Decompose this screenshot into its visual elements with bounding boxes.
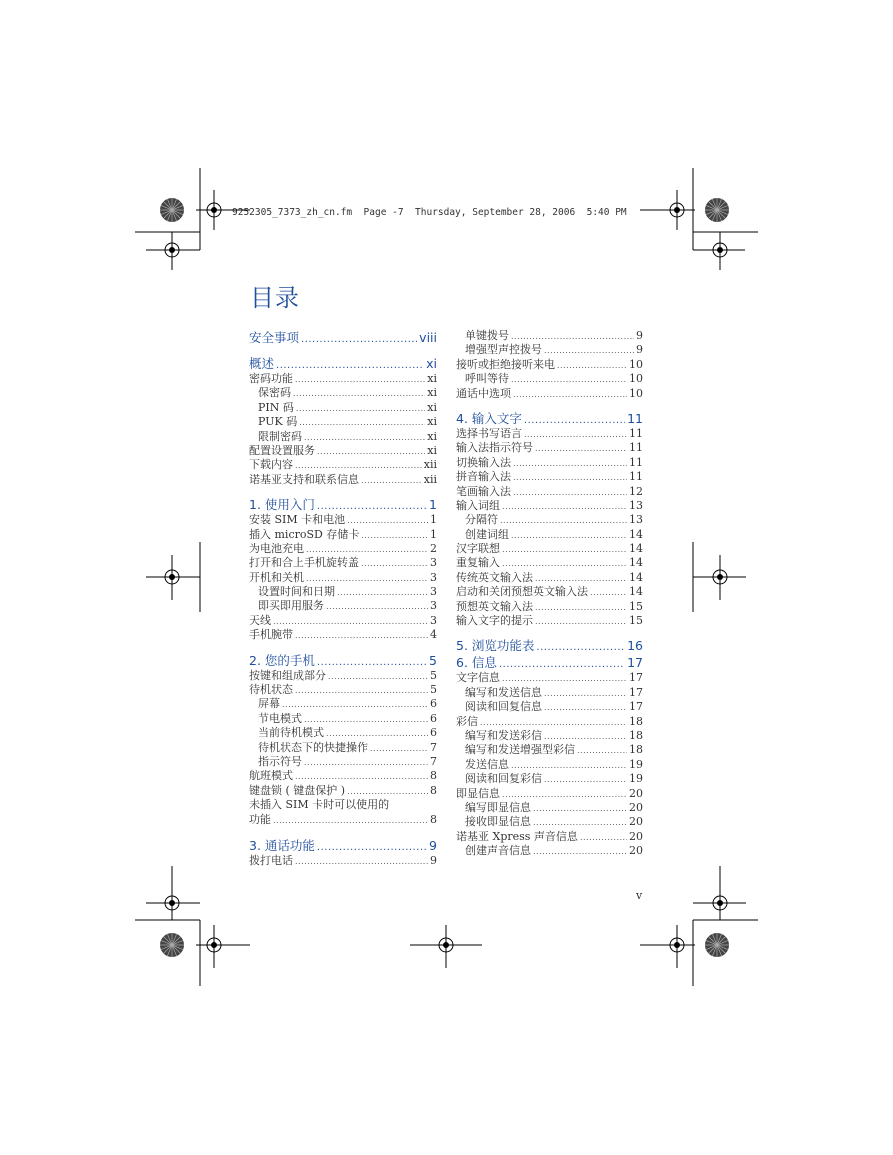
toc-chapter-heading xyxy=(249,355,437,372)
leader-dots xyxy=(295,459,422,473)
toc-entry-title: 即显信息 xyxy=(456,786,500,800)
toc-page-number: 5 xyxy=(430,668,437,682)
toc-entry-title: 设置时间和日期 xyxy=(258,585,335,599)
leader-dots xyxy=(511,529,627,543)
leader-dots xyxy=(533,845,627,859)
leader-dots xyxy=(502,672,627,686)
toc-page-number: 1 xyxy=(429,497,437,513)
toc-entry xyxy=(249,755,437,769)
leader-dots xyxy=(328,670,428,684)
toc-page-number: 7 xyxy=(430,740,437,754)
toc-entry-title: 按键和组成部分 xyxy=(249,668,326,682)
leader-dots xyxy=(577,744,627,758)
toc-page-number: 7 xyxy=(430,754,437,768)
leader-dots xyxy=(337,586,428,600)
toc-entry xyxy=(456,343,643,357)
toc-page-number: xi xyxy=(427,386,437,400)
leader-dots xyxy=(347,514,428,528)
toc-entry-title: 5. 浏览功能表 xyxy=(456,638,535,654)
toc-page-number: 6 xyxy=(430,726,437,740)
toc-entry-title: 2. 您的手机 xyxy=(249,652,315,668)
toc-entry-title: 创建词组 xyxy=(465,527,509,541)
leader-dots xyxy=(295,770,428,784)
toc-entry-title: 即买即用服务 xyxy=(258,599,324,613)
toc-page-number: 5 xyxy=(430,683,437,697)
file-header-line: 9252305_7373_zh_cn.fm Page -7 Thursday, September 28, 2006 5:40 PM xyxy=(232,207,627,218)
toc-entry-title: 插入 microSD 存储卡 xyxy=(249,527,360,541)
registration-crosshair-icon xyxy=(708,565,732,589)
toc-entry xyxy=(456,729,643,743)
leader-dots xyxy=(500,514,627,528)
registration-crosshair-icon xyxy=(202,198,226,222)
toc-page-number: 9 xyxy=(636,343,643,357)
toc-entry-title: 输入文字的提示 xyxy=(456,614,533,628)
toc-entry-title: 接收即显信息 xyxy=(465,815,531,829)
toc-page-number: 3 xyxy=(430,613,437,627)
toc-page-number: xii xyxy=(423,458,437,472)
registration-crosshair-icon xyxy=(160,891,184,915)
toc-page-number: 11 xyxy=(629,470,643,484)
toc-entry xyxy=(456,600,643,614)
leader-dots xyxy=(295,373,425,387)
toc-page-number: xi xyxy=(426,356,437,371)
toc-entry-title: 编写和发送增强型彩信 xyxy=(465,743,575,757)
toc-chapter-heading xyxy=(249,329,437,346)
toc-page-number: 9 xyxy=(636,329,643,342)
toc-page-number: 8 xyxy=(430,769,437,783)
toc-entry xyxy=(456,427,643,441)
toc-entry-title: 待机状态下的快捷操作 xyxy=(258,740,368,754)
toc-entry-title: 保密码 xyxy=(258,386,291,400)
toc-entry-title: 编写和发送彩信 xyxy=(465,728,542,742)
toc-entry-title: 增强型声控拨号 xyxy=(465,343,542,357)
toc-entry-title: 概述 xyxy=(249,356,275,371)
leader-dots xyxy=(306,572,428,586)
toc-page-number: 3 xyxy=(430,585,437,599)
leader-dots xyxy=(370,742,428,756)
toc-entry-title: 当前待机模式 xyxy=(258,726,324,740)
toc-entry xyxy=(456,801,643,815)
toc-page-number: 3 xyxy=(430,556,437,570)
registration-crosshair-icon xyxy=(202,933,226,957)
toc-entry-title: 创建声音信息 xyxy=(465,844,531,858)
toc-page-number: 6 xyxy=(430,697,437,711)
registration-crosshair-icon xyxy=(708,891,732,915)
toc-page-number: 2 xyxy=(430,541,437,555)
leader-dots xyxy=(317,839,427,856)
toc-page-number: 10 xyxy=(629,386,643,400)
toc-entry xyxy=(249,415,437,429)
toc-entry xyxy=(456,528,643,542)
toc-page-number: 8 xyxy=(430,812,437,826)
toc-entry xyxy=(456,456,643,470)
toc-entry xyxy=(456,441,643,455)
toc-entry-title: 笔画输入法 xyxy=(456,484,511,498)
toc-chapter-heading xyxy=(456,637,643,654)
toc-page-number: 3 xyxy=(430,570,437,584)
toc-entry xyxy=(249,571,437,585)
toc-entry xyxy=(249,628,437,642)
toc-entry-title: 为电池充电 xyxy=(249,541,304,555)
leader-dots xyxy=(347,785,428,799)
leader-dots xyxy=(499,656,625,673)
toc-entry-title: 6. 信息 xyxy=(456,655,497,671)
registration-crosshair-icon xyxy=(665,933,689,957)
toc-entry-title: 诺基亚支持和联系信息 xyxy=(249,472,359,486)
toc-page-number: xi xyxy=(427,429,437,443)
toc-page-number: 10 xyxy=(629,372,643,386)
toc-page-number: 20 xyxy=(629,786,643,800)
leader-dots xyxy=(273,814,428,828)
toc-page-number: 17 xyxy=(629,700,643,714)
toc-entry xyxy=(456,787,643,801)
toc-page-number: 5 xyxy=(429,652,437,668)
toc-entry-title: 传统英文输入法 xyxy=(456,570,533,584)
toc-entry xyxy=(456,772,643,786)
leader-dots xyxy=(533,816,627,830)
toc-entry-title: 安全事项 xyxy=(249,330,300,345)
toc-entry xyxy=(456,470,643,484)
leader-dots xyxy=(361,529,428,543)
toc-entry xyxy=(456,700,643,714)
toc-entry-title: 编写和发送信息 xyxy=(465,685,542,699)
toc-entry-title: 文字信息 xyxy=(456,671,500,685)
leader-dots xyxy=(580,831,627,845)
toc-entry-title: 航班模式 xyxy=(249,769,293,783)
toc-entry xyxy=(456,485,643,499)
toc-entry-title: 密码功能 xyxy=(249,372,293,385)
toc-page-number: 1 xyxy=(430,527,437,541)
leader-dots xyxy=(513,471,627,485)
toc-entry-title: 下载内容 xyxy=(249,458,293,472)
leader-dots xyxy=(524,428,627,442)
toc-page-number: xi xyxy=(427,400,437,414)
leader-dots xyxy=(295,855,428,869)
toc-entry xyxy=(249,599,437,613)
toc-entry xyxy=(456,329,643,343)
toc-entry xyxy=(249,386,437,400)
toc-entry xyxy=(249,614,437,628)
toc-entry xyxy=(249,769,437,783)
toc-entry-title: 重复输入 xyxy=(456,556,500,570)
toc-entry xyxy=(456,513,643,527)
registration-wheel-icon xyxy=(705,933,729,957)
toc-right-column xyxy=(456,329,643,859)
toc-entry-title: 未插入 SIM 卡时可以使用的 xyxy=(249,798,390,812)
toc-entry xyxy=(249,712,437,726)
registration-crosshair-icon xyxy=(434,933,458,957)
leader-dots xyxy=(535,615,627,629)
toc-entry-title: 编写即显信息 xyxy=(465,800,531,814)
toc-page-number: viii xyxy=(419,330,437,345)
toc-left-column xyxy=(249,329,437,868)
toc-entry-title: 节电模式 xyxy=(258,711,302,725)
toc-entry xyxy=(249,513,437,527)
toc-entry xyxy=(456,556,643,570)
toc-entry xyxy=(249,683,437,697)
toc-page-number: xi xyxy=(427,372,437,385)
toc-page-number: 11 xyxy=(629,455,643,469)
toc-page-number: 11 xyxy=(627,410,643,426)
toc-chapter-heading xyxy=(456,410,643,427)
toc-entry xyxy=(249,798,437,828)
toc-entry-title: 开机和关机 xyxy=(249,570,304,584)
toc-entry-title: 3. 通话功能 xyxy=(249,837,315,853)
toc-entry xyxy=(456,571,643,585)
leader-dots xyxy=(295,629,428,643)
toc-entry xyxy=(249,430,437,444)
toc-page-number: 9 xyxy=(429,837,437,853)
toc-page-number: xii xyxy=(423,472,437,486)
toc-entry xyxy=(456,844,643,858)
toc-entry xyxy=(249,669,437,683)
toc-entry-title: 限制密码 xyxy=(258,429,302,443)
leader-dots xyxy=(511,373,627,387)
toc-page-number: 20 xyxy=(629,844,643,858)
leader-dots xyxy=(276,357,424,374)
toc-entry-title: 阅读和回复信息 xyxy=(465,700,542,714)
leader-dots xyxy=(535,601,627,615)
toc-entry-title: 启动和关闭预想英文输入法 xyxy=(456,585,588,599)
toc-entry xyxy=(249,556,437,570)
toc-page-number: 20 xyxy=(629,829,643,843)
toc-page-number: 20 xyxy=(629,800,643,814)
toc-entry-title: 打开和合上手机旋转盖 xyxy=(249,556,359,570)
leader-dots xyxy=(273,615,428,629)
leader-dots xyxy=(536,639,625,656)
toc-entry xyxy=(456,387,643,401)
leader-dots xyxy=(480,716,627,730)
leader-dots xyxy=(557,359,627,373)
toc-entry xyxy=(249,697,437,711)
toc-page-number: 17 xyxy=(629,685,643,699)
toc-entry-title: 阅读和回复彩信 xyxy=(465,772,542,786)
toc-entry xyxy=(456,830,643,844)
toc-entry-title: 接听或拒绝接听来电 xyxy=(456,357,555,371)
leader-dots xyxy=(326,727,428,741)
toc-entry-title: 切换输入法 xyxy=(456,455,511,469)
toc-entry-title: 配置设置服务 xyxy=(249,443,315,457)
leader-dots xyxy=(361,474,422,488)
toc-entry xyxy=(456,671,643,685)
registration-wheel-icon xyxy=(160,198,184,222)
toc-page-number: 14 xyxy=(629,542,643,556)
leader-dots xyxy=(590,586,627,600)
toc-page-number: 14 xyxy=(629,556,643,570)
toc-page-number: 11 xyxy=(629,441,643,455)
leader-dots xyxy=(304,756,428,770)
toc-page-number: 3 xyxy=(430,599,437,613)
toc-entry-title: 1. 使用入门 xyxy=(249,497,315,513)
toc-entry xyxy=(249,741,437,755)
toc-entry-title: 选择书写语言 xyxy=(456,426,522,440)
toc-entry-title: 待机状态 xyxy=(249,683,293,697)
toc-entry xyxy=(249,473,437,487)
toc-entry xyxy=(456,815,643,829)
toc-entry-title: 键盘锁 ( 键盘保护 ) xyxy=(249,783,346,797)
toc-page-number: xi xyxy=(427,443,437,457)
toc-page-number: 1 xyxy=(430,513,437,527)
toc-page-number: 16 xyxy=(627,638,643,654)
toc-entry-title: 汉字联想 xyxy=(456,542,500,556)
toc-entry xyxy=(249,585,437,599)
toc-entry xyxy=(249,784,437,798)
leader-dots xyxy=(513,486,627,500)
toc-chapter-heading xyxy=(249,652,437,669)
toc-entry xyxy=(249,401,437,415)
leader-dots xyxy=(317,654,427,671)
toc-entry xyxy=(456,715,643,729)
toc-page-number: 20 xyxy=(629,815,643,829)
leader-dots xyxy=(544,687,627,701)
leader-dots xyxy=(513,457,627,471)
toc-page-number: 10 xyxy=(629,357,643,371)
leader-dots xyxy=(513,388,627,402)
page-number: v xyxy=(636,889,643,902)
toc-chapter-heading xyxy=(249,496,437,513)
toc-page-number: 17 xyxy=(627,655,643,671)
toc-entry xyxy=(456,499,643,513)
toc-entry xyxy=(456,686,643,700)
toc-entry xyxy=(249,458,437,472)
leader-dots xyxy=(301,331,417,348)
toc-entry-title: 指示符号 xyxy=(258,754,302,768)
registration-crosshair-icon xyxy=(708,238,732,262)
leader-dots xyxy=(296,402,425,416)
toc-entry-title: 通话中选项 xyxy=(456,386,511,400)
toc-entry-title: 安装 SIM 卡和电池 xyxy=(249,513,346,527)
toc-page-number: 15 xyxy=(629,614,643,628)
registration-crosshair-icon xyxy=(160,565,184,589)
toc-entry-title: 诺基亚 Xpress 声音信息 xyxy=(456,829,578,843)
toc-entry-title: 呼叫等待 xyxy=(465,372,509,386)
leader-dots xyxy=(544,344,634,358)
toc-entry-title: 输入法指示符号 xyxy=(456,441,533,455)
toc-entry-title: 拼音输入法 xyxy=(456,470,511,484)
toc-entry-title: 输入词组 xyxy=(456,498,500,512)
toc-entry xyxy=(249,444,437,458)
leader-dots xyxy=(544,701,627,715)
toc-entry xyxy=(456,585,643,599)
leader-dots xyxy=(502,500,627,514)
toc-page-number: 6 xyxy=(430,711,437,725)
toc-page-number: 15 xyxy=(629,599,643,613)
toc-entry-title: 单键拨号 xyxy=(465,329,509,342)
toc-chapter-heading xyxy=(249,837,437,854)
leader-dots xyxy=(511,759,627,773)
leader-dots xyxy=(535,442,627,456)
toc-page-number: 14 xyxy=(629,527,643,541)
registration-wheel-icon xyxy=(705,198,729,222)
leader-dots xyxy=(502,557,627,571)
leader-dots xyxy=(317,445,425,459)
page-title: 目录 xyxy=(250,284,300,312)
toc-page-number: 17 xyxy=(629,671,643,685)
toc-page-number: 12 xyxy=(629,484,643,498)
toc-entry-title: 4. 输入文字 xyxy=(456,410,522,426)
leader-dots xyxy=(361,557,428,571)
toc-entry-title: 拨打电话 xyxy=(249,853,293,867)
toc-page-number: 9 xyxy=(430,853,437,867)
toc-entry xyxy=(249,528,437,542)
leader-dots xyxy=(295,684,428,698)
toc-page-number: 19 xyxy=(629,757,643,771)
leader-dots xyxy=(524,412,625,429)
leader-dots xyxy=(293,387,425,401)
leader-dots xyxy=(533,802,627,816)
toc-entry xyxy=(249,854,437,868)
toc-entry xyxy=(456,372,643,386)
toc-page-number: xi xyxy=(427,415,437,429)
toc-page-number: 13 xyxy=(629,498,643,512)
toc-page-number: 18 xyxy=(629,728,643,742)
toc-entry xyxy=(249,542,437,556)
toc-entry-title: PIN 码 xyxy=(258,400,294,414)
toc-entry xyxy=(456,758,643,772)
toc-page-number: 18 xyxy=(629,743,643,757)
toc-entry xyxy=(456,358,643,372)
leader-dots xyxy=(502,543,627,557)
registration-crosshair-icon xyxy=(665,198,689,222)
toc-page-number: 13 xyxy=(629,513,643,527)
toc-entry-title: 分隔符 xyxy=(465,513,498,527)
toc-entry xyxy=(249,372,437,386)
toc-page-number: 14 xyxy=(629,585,643,599)
toc-page-number: 19 xyxy=(629,772,643,786)
registration-wheel-icon xyxy=(160,933,184,957)
leader-dots xyxy=(326,600,428,614)
toc-entry-title: 预想英文输入法 xyxy=(456,599,533,613)
toc-entry-title: 彩信 xyxy=(456,714,478,728)
toc-page-number: 11 xyxy=(629,426,643,440)
toc-entry xyxy=(456,743,643,757)
toc-page-number: 8 xyxy=(430,783,437,797)
toc-page-number: 18 xyxy=(629,714,643,728)
toc-page-number: 4 xyxy=(430,628,437,642)
toc-entry xyxy=(249,726,437,740)
toc-entry-title: 天线 xyxy=(249,613,271,627)
toc-entry-title: PUK 码 xyxy=(258,415,298,429)
leader-dots xyxy=(282,698,428,712)
leader-dots xyxy=(299,416,425,430)
leader-dots xyxy=(502,788,627,802)
registration-crosshair-icon xyxy=(160,238,184,262)
leader-dots xyxy=(544,773,627,787)
toc-entry-title: 发送信息 xyxy=(465,757,509,771)
toc-entry-title: 屏幕 xyxy=(258,697,280,711)
toc-entry xyxy=(456,542,643,556)
toc-entry xyxy=(456,614,643,628)
toc-page-number: 14 xyxy=(629,570,643,584)
toc-entry-title: 手机腕带 xyxy=(249,628,293,642)
toc-entry-title-continued: 功能 xyxy=(249,812,271,826)
toc-chapter-heading xyxy=(456,654,643,671)
leader-dots xyxy=(304,431,425,445)
